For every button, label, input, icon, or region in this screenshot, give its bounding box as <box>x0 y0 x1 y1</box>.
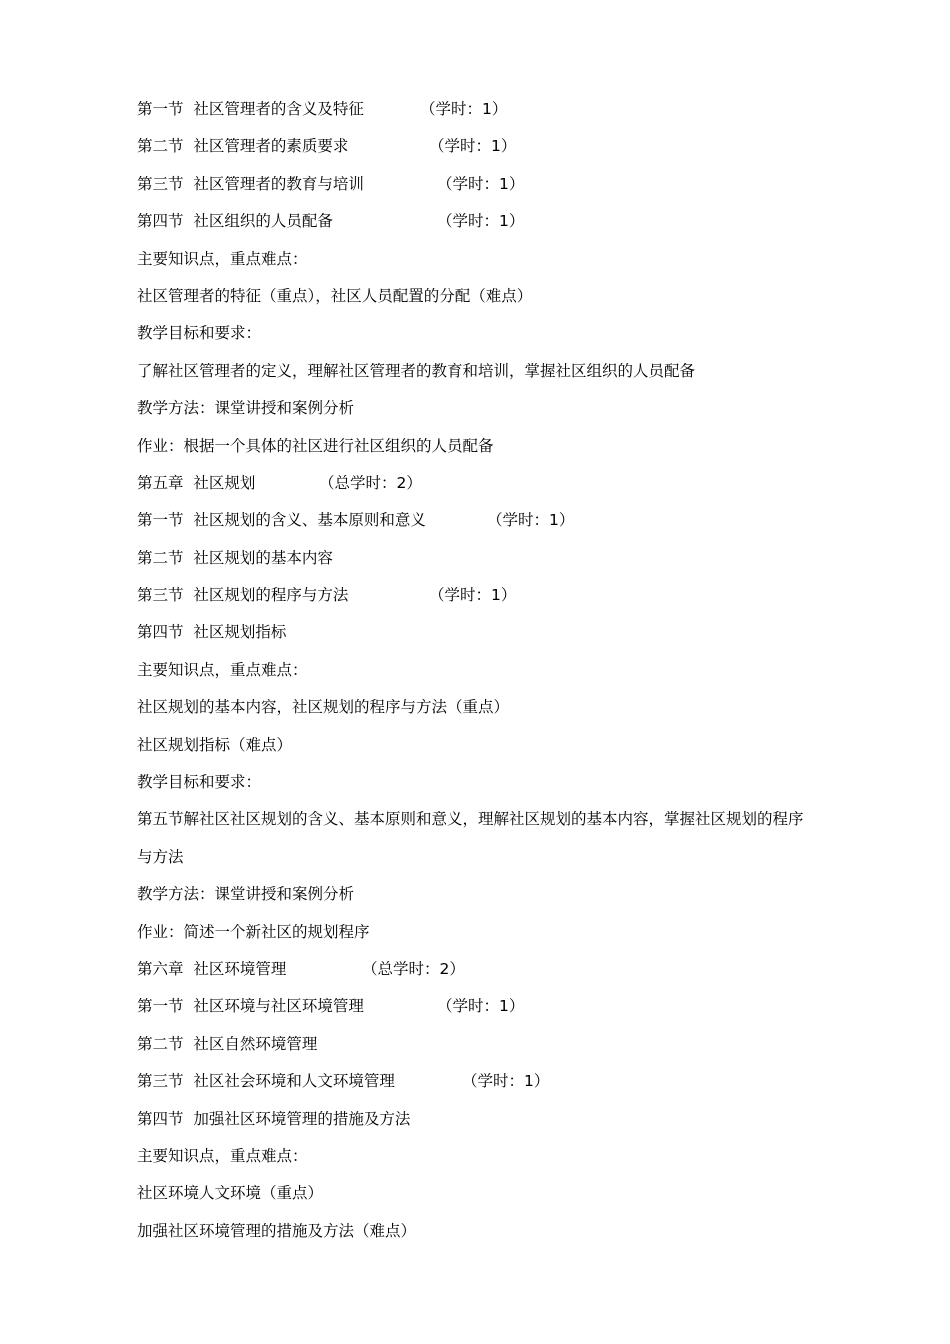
class-hours-label: （总学时：2） <box>362 959 465 978</box>
class-hours-label: （学时：1） <box>437 997 525 1016</box>
text-line <box>137 320 877 357</box>
text-line <box>137 1031 877 1068</box>
text-line <box>137 507 877 544</box>
text-line <box>137 881 877 918</box>
text-line <box>137 993 877 1030</box>
class-hours-label: （学时：1） <box>487 511 575 530</box>
text-line <box>137 582 877 619</box>
text-line <box>137 358 877 395</box>
text-line <box>137 732 877 769</box>
line-text: 第一节 社区规划的含义、基本原则和意义 <box>137 511 426 530</box>
line-text: 第四节 社区规划指标 <box>137 623 287 642</box>
class-hours-label: （学时：1） <box>429 137 517 156</box>
line-text: 第五章 社区规划 <box>137 473 256 492</box>
class-hours-label: （总学时：2） <box>319 473 422 492</box>
text-line <box>137 844 877 881</box>
line-text: 第六章 社区环境管理 <box>137 959 287 978</box>
line-text: 主要知识点，重点难点： <box>137 1146 308 1165</box>
class-hours-label: （学时：1） <box>462 1072 550 1091</box>
line-text: 第三节 社区社会环境和人文环境管理 <box>137 1072 395 1091</box>
text-line <box>137 96 877 133</box>
line-text: 第四节 加强社区环境管理的措施及方法 <box>137 1109 411 1128</box>
text-line <box>137 956 877 993</box>
text-line <box>137 470 877 507</box>
line-text: 作业：简述一个新社区的规划程序 <box>137 922 370 941</box>
line-text: 第一节 社区管理者的含义及特征 <box>137 100 364 118</box>
text-line <box>137 545 877 582</box>
text-line <box>137 657 877 694</box>
line-text: 第三节 社区管理者的教育与培训 <box>137 174 364 193</box>
document-body <box>137 96 877 1255</box>
text-line <box>137 919 877 956</box>
text-line <box>137 769 877 806</box>
line-text: 社区环境人文环境（重点） <box>137 1184 324 1203</box>
text-line <box>137 171 877 208</box>
class-hours-label: （学时：1） <box>429 586 517 605</box>
class-hours-label: （学时：1） <box>437 212 525 231</box>
line-text: 主要知识点，重点难点： <box>137 249 308 268</box>
class-hours-label: （学时：1） <box>437 174 525 193</box>
line-text: 主要知识点，重点难点： <box>137 660 308 679</box>
line-text: 教学方法：课堂讲授和案例分析 <box>137 399 355 418</box>
line-text: 教学目标和要求： <box>137 324 262 343</box>
line-text: 第二节 社区规划的基本内容 <box>137 548 333 567</box>
line-text: 教学方法：课堂讲授和案例分析 <box>137 885 355 904</box>
text-line <box>137 694 877 731</box>
line-text: 与方法 <box>137 847 184 866</box>
line-text: 第二节 社区管理者的素质要求 <box>137 137 349 156</box>
line-text: 社区管理者的特征（重点），社区人员配置的分配（难点） <box>137 286 533 305</box>
line-text: 教学目标和要求： <box>137 773 262 792</box>
line-text: 第五节解社区社区规划的含义、基本原则和意义，理解社区规划的基本内容，掌握社区规划的程序 <box>137 810 804 829</box>
class-hours-label: （学时：1） <box>420 100 508 118</box>
line-text: 了解社区管理者的定义，理解社区管理者的教育和培训，掌握社区组织的人员配备 <box>137 361 696 380</box>
line-text: 加强社区环境管理的措施及方法（难点） <box>137 1221 417 1240</box>
line-text: 社区规划指标（难点） <box>137 735 293 754</box>
text-line <box>137 1143 877 1180</box>
text-line <box>137 1106 877 1143</box>
text-line <box>137 283 877 320</box>
line-text: 第三节 社区规划的程序与方法 <box>137 586 349 605</box>
text-line <box>137 395 877 432</box>
text-line <box>137 619 877 656</box>
text-line <box>137 1180 877 1217</box>
text-line <box>137 133 877 170</box>
line-text: 第二节 社区自然环境管理 <box>137 1034 318 1053</box>
text-line <box>137 1218 877 1255</box>
line-text: 第一节 社区环境与社区环境管理 <box>137 997 364 1016</box>
text-line <box>137 1068 877 1105</box>
line-text: 作业：根据一个具体的社区进行社区组织的人员配备 <box>137 436 494 455</box>
text-line <box>137 246 877 283</box>
text-line <box>137 208 877 245</box>
line-text: 社区规划的基本内容，社区规划的程序与方法（重点） <box>137 698 510 717</box>
text-line <box>137 806 877 843</box>
line-text: 第四节 社区组织的人员配备 <box>137 212 333 231</box>
text-line <box>137 433 877 470</box>
